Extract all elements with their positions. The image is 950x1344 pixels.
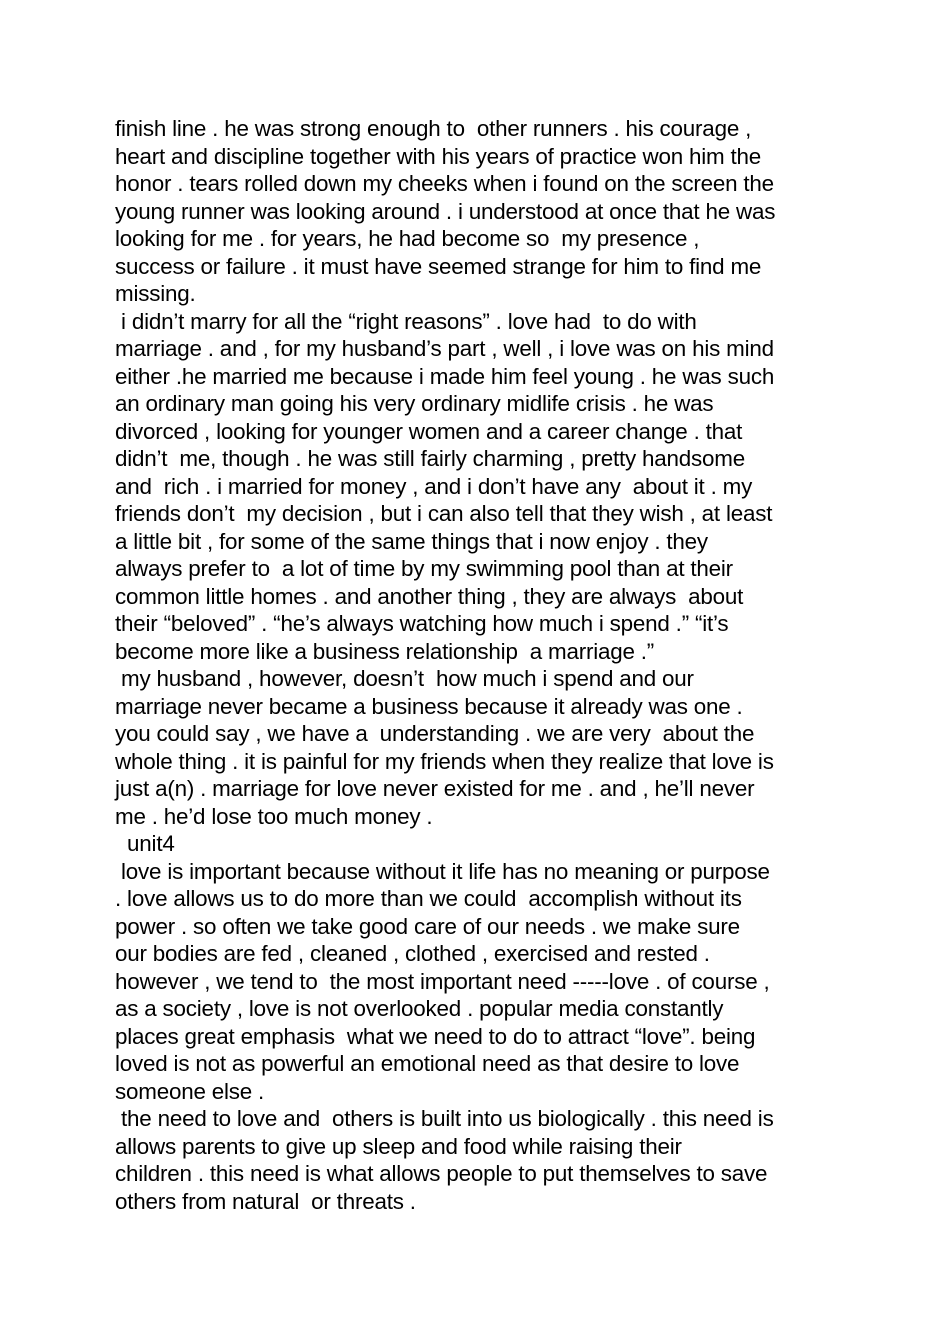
text-line: marriage . and , for my husband’s part , well , i love was on his mind — [115, 336, 774, 361]
document-text-body — [115, 115, 845, 1215]
text-line: their “beloved” . “he’s always watching how much i spend .” “it’s — [115, 611, 729, 636]
text-line: common little homes . and another thing , they are always about — [115, 583, 744, 609]
text-line: someone else . — [115, 1078, 265, 1104]
text-line: . love allows us to do more than we could accomplish without its — [115, 886, 742, 911]
text-line: finish line . he was strong enough to other runners . his courage , — [115, 116, 752, 141]
text-line: places great emphasis what we need to do to attract “love”. being — [115, 1023, 756, 1049]
text-line: divorced , looking for younger women and a career change . that — [115, 418, 743, 444]
text-line: didn’t me, though . he was still fairly charming , pretty handsome — [115, 446, 746, 471]
text-line: heart and discipline together with his years of practice won him the — [115, 143, 762, 169]
text-line: unit4 — [115, 831, 175, 856]
text-line: success or failure . it must have seemed strange for him to find me — [115, 253, 762, 279]
text-line: young runner was looking around . i understood at once that he was — [115, 198, 776, 224]
text-line: you could say , we have a understanding . we are very about the — [115, 721, 755, 746]
text-line: honor . tears rolled down my cheeks when i found on the screen the — [115, 171, 774, 196]
text-line: children . this need is what allows people to put themselves to save — [115, 1161, 768, 1186]
text-line: always prefer to a lot of time by my swimming pool than at their — [115, 556, 733, 581]
text-line: the need to love and others is built into us biologically . this need is — [115, 1106, 774, 1131]
text-line: become more like a business relationship a marriage .” — [115, 638, 655, 664]
text-line: marriage never became a business because it already was one . — [115, 693, 743, 719]
text-line: me . he’d lose too much money . — [115, 803, 433, 829]
text-line: a little bit , for some of the same things that i now enjoy . they — [115, 528, 708, 554]
text-line: whole thing . it is painful for my friends when they realize that love is — [115, 748, 774, 774]
text-line: loved is not as powerful an emotional need as that desire to love — [115, 1051, 740, 1076]
text-line: missing. — [115, 281, 196, 306]
text-line: allows parents to give up sleep and food while raising their — [115, 1133, 682, 1159]
text-line: friends don’t my decision , but i can also tell that they wish , at least — [115, 501, 773, 526]
text-line: and rich . i married for money , and i don’t have any about it . my — [115, 473, 753, 499]
text-line: either .he married me because i made him feel young . he was such — [115, 363, 775, 389]
text-line: our bodies are fed , cleaned , clothed , exercised and rested . — [115, 941, 710, 966]
text-line: just a(n) . marriage for love never existed for me . and , he’ll never — [115, 776, 755, 801]
text-line: as a society , love is not overlooked . popular media constantly — [115, 996, 724, 1021]
text-line: however , we tend to the most important need -----love . of course , — [115, 968, 770, 994]
text-line: power . so often we take good care of our needs . we make sure — [115, 913, 740, 939]
text-line: i didn’t marry for all the “right reasons” . love had to do with — [115, 308, 697, 334]
text-line: love is important because without it life has no meaning or purpose — [115, 858, 770, 884]
text-line: looking for me . for years, he had become so my presence , — [115, 226, 700, 251]
text-line: an ordinary man going his very ordinary midlife crisis . he was — [115, 391, 714, 416]
text-line: my husband , however, doesn’t how much i spend and our — [115, 666, 694, 691]
text-line: others from natural or threats . — [115, 1188, 416, 1214]
